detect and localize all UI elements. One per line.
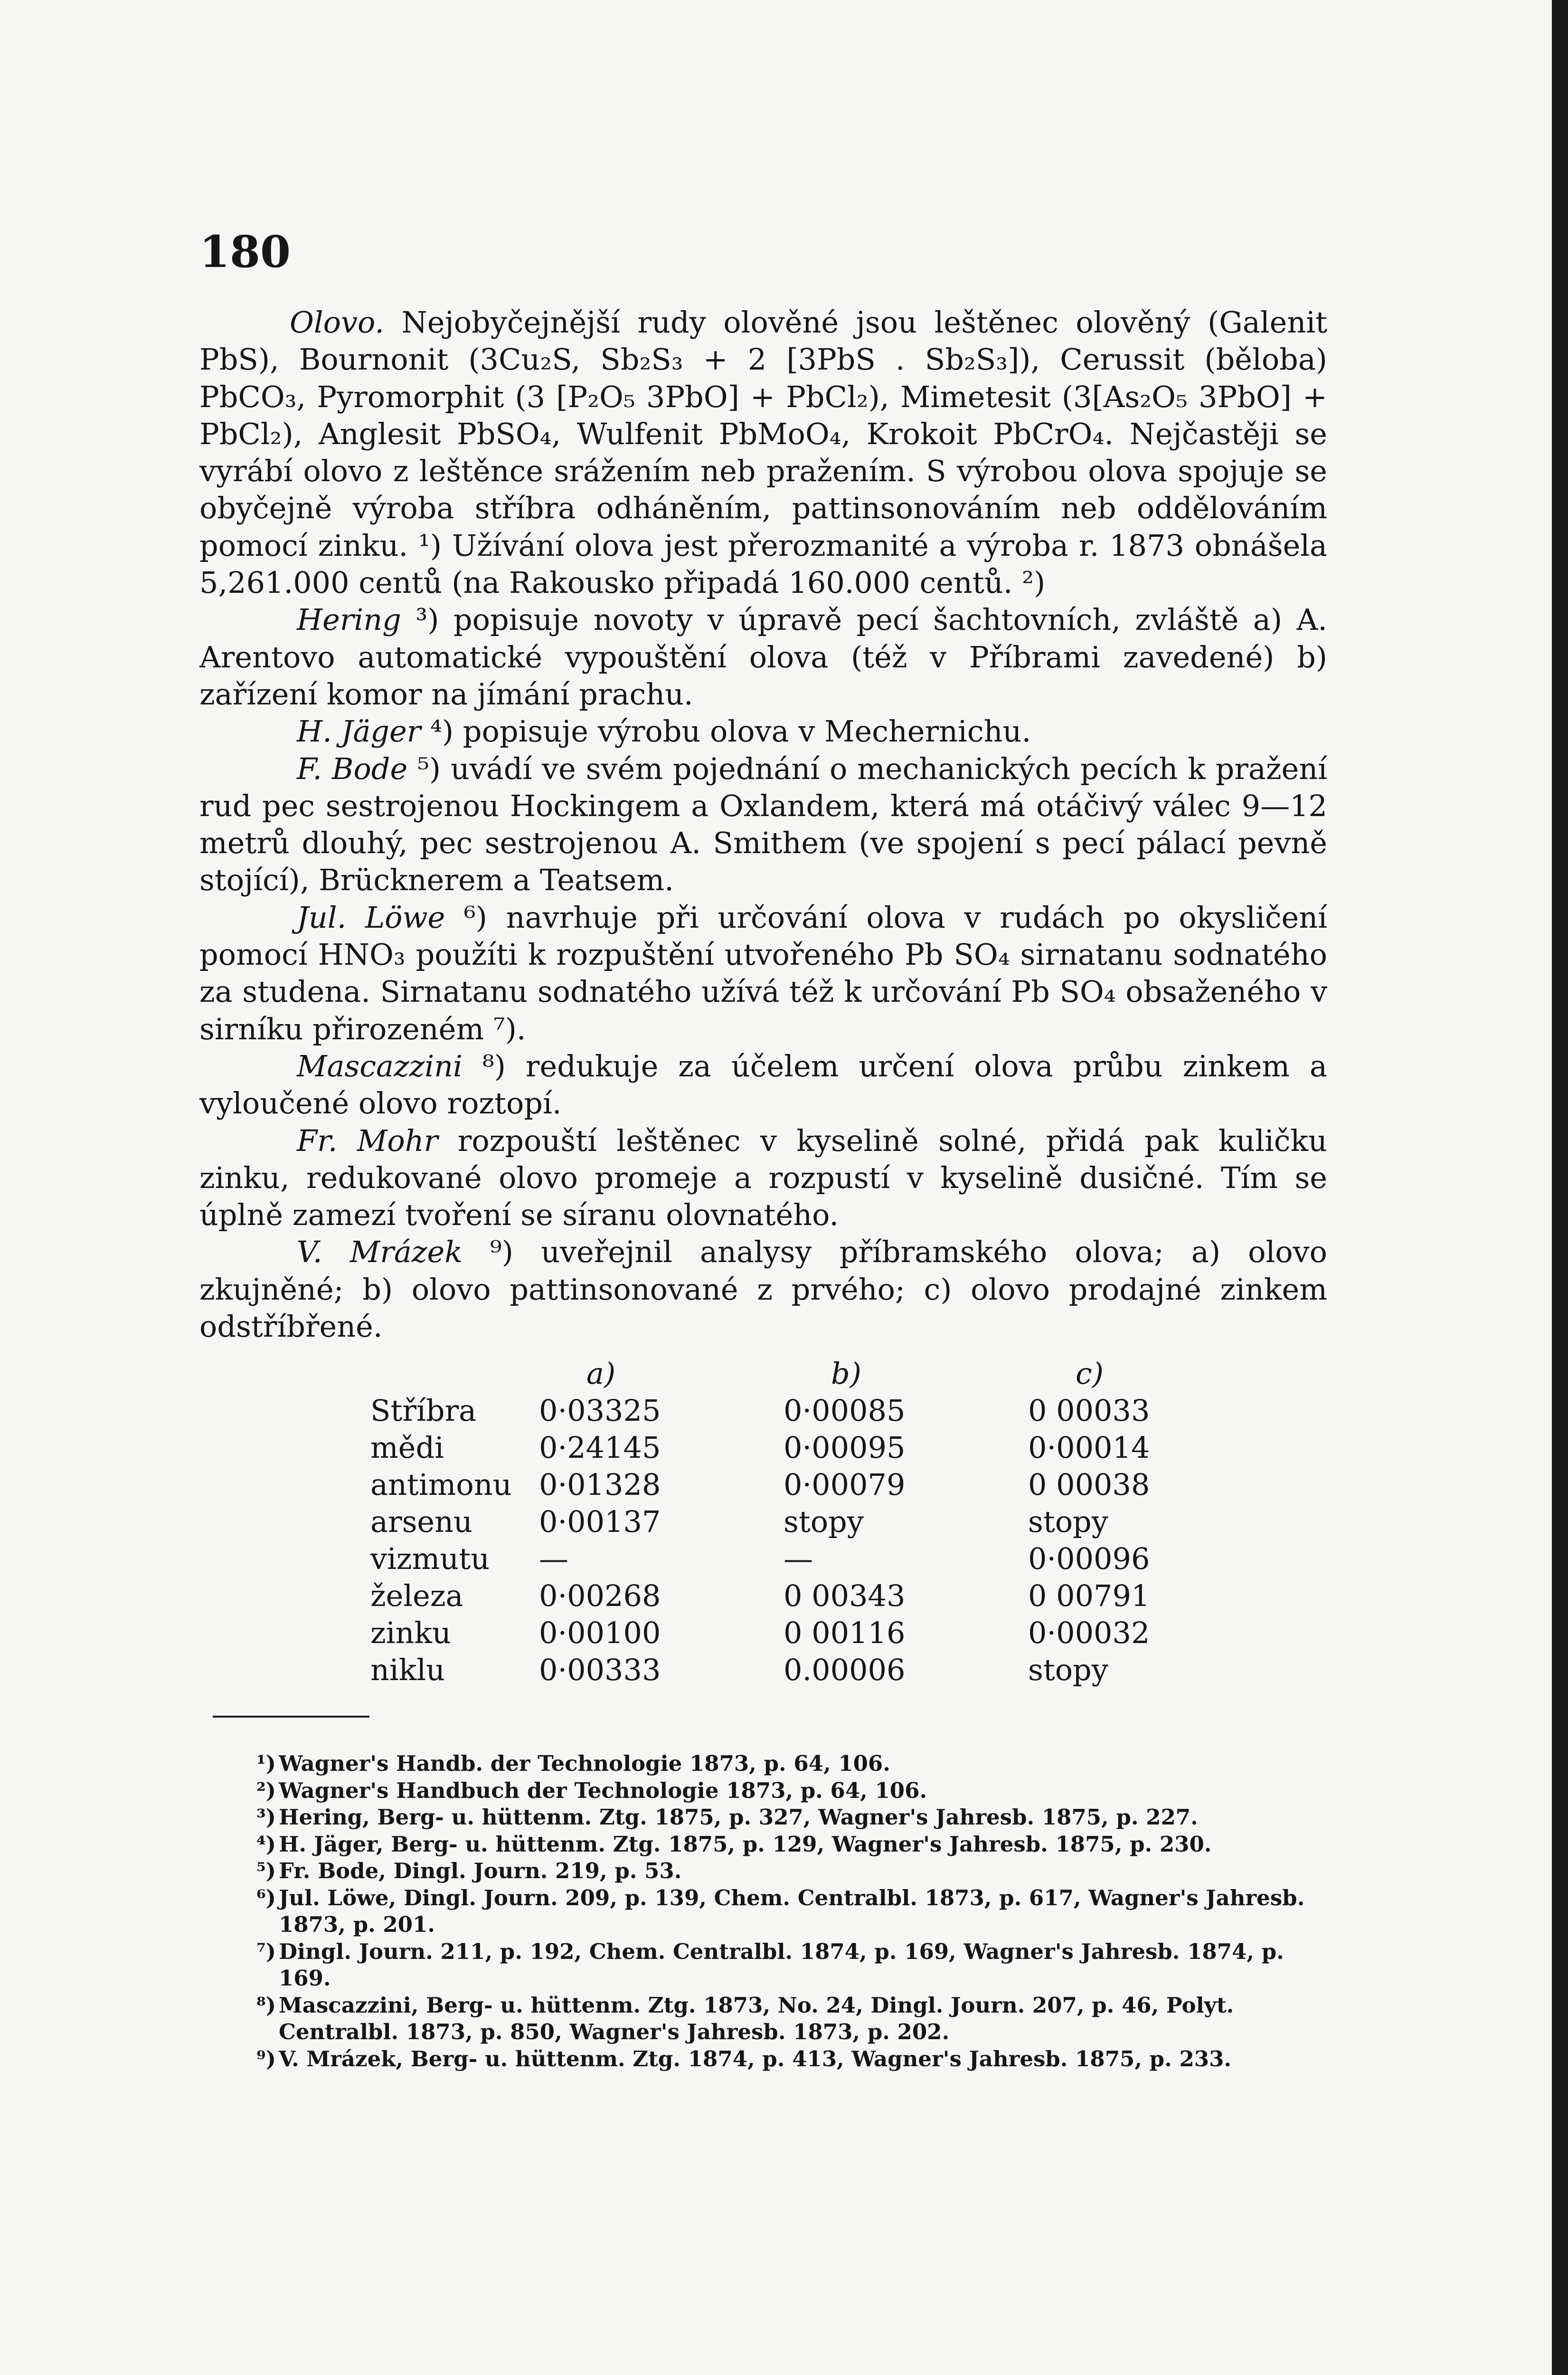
page-edge-shadow: [1552, 0, 1568, 2375]
cell-a: 0·00268: [539, 1578, 661, 1613]
footnote-mark: ⁵): [256, 1858, 276, 1883]
footnote-divider: [213, 1716, 369, 1718]
footnote-mark: ⁶): [256, 1885, 276, 1910]
cell-c: 0 00038: [1028, 1467, 1150, 1502]
row-label: zinku: [370, 1615, 451, 1650]
footnote: [256, 1938, 1330, 1992]
column-header: b): [831, 1356, 861, 1391]
table-row: [199, 1430, 1327, 1467]
cell-b: —: [784, 1541, 813, 1576]
footnote: [256, 2046, 1330, 2073]
footnote: [256, 1804, 1330, 1831]
cell-a: 0·00137: [539, 1504, 661, 1539]
table-row: [199, 1653, 1327, 1690]
page-number: 180: [199, 226, 291, 277]
paragraph-jager: [199, 713, 1327, 750]
footnote-mark: ⁹): [256, 2046, 276, 2071]
footnote: [256, 1885, 1330, 1938]
cell-b: 0·00085: [784, 1393, 906, 1428]
footnote-mark: ⁷): [256, 1938, 276, 1964]
row-label: niklu: [370, 1653, 445, 1687]
footnotes: [256, 1750, 1330, 2072]
footnote-text: Jul. Löwe, Dingl. Journ. 209, p. 139, Chem. Centralbl. 1873, p. 617, Wagner's Jahresb. 1873, p. 201.: [279, 1885, 1305, 1937]
paragraph-text: rozpouští leštěnec v kyselině solné, přidá pak kuličku zinku, redukované olovo promeje a rozpustí v kyselině dusičné. Tím se úplně zamezí tvoření se síranu olovnatého.: [199, 1123, 1327, 1233]
author-name: Fr. Mohr: [297, 1123, 438, 1158]
row-label: antimonu: [370, 1467, 512, 1502]
table-row: [199, 1615, 1327, 1653]
footnote-mark: ¹): [256, 1751, 276, 1776]
paragraph-olovo: [199, 304, 1327, 601]
footnote: [256, 1750, 1330, 1777]
row-label: železa: [370, 1578, 463, 1613]
footnote-text: Hering, Berg- u. hüttenm. Ztg. 1875, p. 327, Wagner's Jahresb. 1875, p. 227.: [279, 1805, 1198, 1830]
body-text: [199, 304, 1327, 1345]
footnote-text: H. Jäger, Berg- u. hüttenm. Ztg. 1875, p. 129, Wagner's Jahresb. 1875, p. 230.: [279, 1831, 1212, 1857]
paragraph-bode: [199, 750, 1327, 899]
footnote-text: Dingl. Journ. 211, p. 192, Chem. Centralbl. 1874, p. 169, Wagner's Jahresb. 1874, p. 169.: [279, 1938, 1284, 1991]
footnote: [256, 1831, 1330, 1858]
table-row: [199, 1578, 1327, 1615]
cell-c: 0·00096: [1028, 1541, 1150, 1576]
table-row: [199, 1467, 1327, 1504]
footnote-mark: ²): [256, 1777, 276, 1803]
table-header-row: [199, 1356, 1327, 1393]
footnote-text: Wagner's Handb. der Technologie 1873, p. 64, 106.: [279, 1751, 890, 1776]
cell-b: stopy: [784, 1504, 864, 1539]
cell-a: 0·03325: [539, 1393, 661, 1428]
cell-b: 0 00343: [784, 1578, 906, 1613]
paragraph-text: ⁸) redukuje za účelem určení olova průbu zinkem a vyloučené olovo roztopí.: [199, 1048, 1328, 1121]
cell-a: —: [539, 1541, 568, 1576]
footnote-mark: ³): [256, 1805, 276, 1830]
paragraph-mascazzini: [199, 1048, 1327, 1122]
cell-c: 0 00033: [1028, 1393, 1150, 1428]
footnote: [256, 1777, 1330, 1805]
footnote-text: Mascazzini, Berg- u. hüttenm. Ztg. 1873, No. 24, Dingl. Journ. 207, p. 46, Polyt. Centralbl. 1873, p. 850, Wagner's Jahresb. 1873, p. 202.: [279, 1992, 1234, 2044]
footnote-text: V. Mrázek, Berg- u. hüttenm. Ztg. 1874, p. 413, Wagner's Jahresb. 1875, p. 233.: [279, 2046, 1232, 2071]
cell-b: 0.00006: [784, 1653, 906, 1687]
paragraph-text: ⁴) popisuje výrobu olova v Mechernichu.: [430, 714, 1031, 749]
table-row: [199, 1541, 1327, 1578]
table-row: [199, 1504, 1327, 1541]
paragraph-text: ⁹) uveřejnil analysy příbramského olova; a) olovo zkujněné; b) olovo pattinsonované z prvého; c) olovo prodajné zinkem odstříbřené.: [199, 1235, 1327, 1344]
author-name: Mascazzini: [297, 1048, 463, 1083]
paragraph-mrazek: [199, 1234, 1327, 1345]
author-name: F. Bode: [297, 751, 408, 786]
cell-a: 0·00333: [539, 1653, 661, 1687]
cell-b: 0·00095: [784, 1430, 906, 1465]
cell-a: 0·00100: [539, 1615, 661, 1650]
table-row: [199, 1393, 1327, 1430]
cell-c: 0 00791: [1028, 1578, 1150, 1613]
cell-b: 0·00079: [784, 1467, 906, 1502]
cell-b: 0 00116: [784, 1615, 906, 1650]
row-label: mědi: [370, 1430, 444, 1465]
row-label: arsenu: [370, 1504, 472, 1539]
footnote-mark: ⁴): [256, 1831, 276, 1857]
paragraph-mohr: [199, 1122, 1327, 1234]
column-header: c): [1076, 1356, 1104, 1391]
footnote: [256, 1858, 1330, 1885]
cell-c: 0·00032: [1028, 1615, 1150, 1650]
footnote: [256, 1992, 1330, 2046]
author-name: H. Jäger: [297, 714, 421, 749]
cell-a: 0·01328: [539, 1467, 661, 1502]
paragraph-text: ³) popisuje novoty v úpravě pecí šachtovních, zvláště a) A. Arentovo automatické vypouštění olova (též v Příbrami zavedené) b) zařízení komor na jímání prachu.: [199, 602, 1327, 712]
paragraph-heading: Olovo.: [290, 305, 384, 340]
paragraph-hering: [199, 601, 1327, 713]
cell-c: stopy: [1028, 1653, 1108, 1687]
column-header: a): [586, 1356, 616, 1391]
author-name: V. Mrázek: [297, 1235, 463, 1270]
footnote-text: Fr. Bode, Dingl. Journ. 219, p. 53.: [279, 1858, 682, 1883]
paragraph-text: Nejobyčejnější rudy olověné jsou leštěnec olověný (Galenit PbS), Bournonit (3Cu₂S, Sb₂S₃ + 2 [3PbS . Sb₂S₃]), Cerussit (běloba) PbCO₃, Pyromorphit (3 [P₂O₅ 3PbO] + PbCl₂), Mimetesit (3[As₂O₅ 3PbO] + PbCl₂), Anglesit PbSO₄, Wulfenit PbMoO₄, Krokoit PbCrO₄. Nejčastěji se vyrábí olovo z leštěnce srážením neb pražením. S výrobou olova spojuje se obyčejně výroba stříbra odháněním, pattinsonováním neb oddělováním pomocí zinku. ¹) Užívání olova jest přerozmanité a výroba r. 1873 obnášela 5,261.000 centů (na Rakousko připadá 160.000 centů. ²): [199, 305, 1327, 600]
footnote-text: Wagner's Handbuch der Technologie 1873, p. 64, 106.: [279, 1777, 927, 1803]
cell-c: 0·00014: [1028, 1430, 1150, 1465]
analysis-table: [199, 1356, 1327, 1690]
cell-a: 0·24145: [539, 1430, 661, 1465]
paragraph-text: ⁶) navrhuje při určování olova v rudách po okysličení pomocí HNO₃ použíti k rozpuštění utvořeného Pb SO₄ sirnatanu sodnatého za studena. Sirnatanu sodnatého užívá též k určování Pb SO₄ obsaženého v sirníku přirozeném ⁷).: [199, 900, 1327, 1046]
paragraph-lowe: [199, 899, 1327, 1048]
row-label: Stříbra: [370, 1393, 477, 1428]
footnote-mark: ⁸): [256, 1992, 276, 2018]
paragraph-text: ⁵) uvádí ve svém pojednání o mechanických pecích k pražení rud pec sestrojenou Hockingem a Oxlandem, která má otáčivý válec 9—12 metrů dlouhý, pec sestrojenou A. Smithem (ve spojení s pecí pálací pevně stojící), Brücknerem a Teatsem.: [199, 751, 1327, 898]
author-name: Jul. Löwe: [297, 900, 445, 935]
cell-c: stopy: [1028, 1504, 1108, 1539]
author-name: Hering: [297, 602, 401, 637]
row-label: vizmutu: [370, 1541, 490, 1576]
